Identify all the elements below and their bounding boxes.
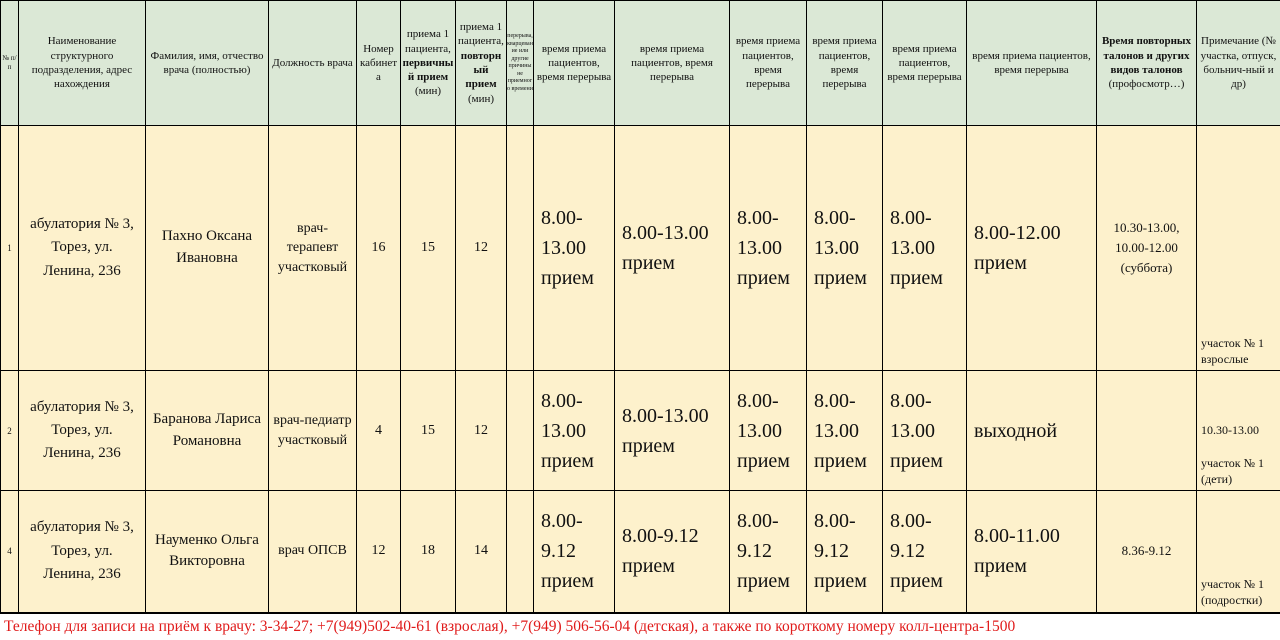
col-header-position: Должность врача xyxy=(269,1,357,126)
repeat-visit-cell: 14 xyxy=(456,491,507,613)
day-4-cell: 8.00-13.00 прием xyxy=(807,126,883,371)
col-header-day-2: время приема пациентов, время перерыва xyxy=(615,1,730,126)
repeat-visit-bold: повторный прием xyxy=(460,49,502,91)
col-header-num: № п/п xyxy=(1,1,19,126)
day-2-cell: 8.00-13.00 прием xyxy=(615,371,730,491)
day-3-cell: 8.00-9.12 прием xyxy=(730,491,807,613)
day-6-cell: 8.00-11.00 прием xyxy=(967,491,1097,613)
day-3-cell: 8.00-13.00 прием xyxy=(730,371,807,491)
day-2-cell: 8.00-9.12 прием xyxy=(615,491,730,613)
org-cell: абулатория № 3, Торез, ул. Ленина, 236 xyxy=(19,491,146,613)
row-number: 2 xyxy=(1,371,19,491)
position-cell: врач-педиатр участковый xyxy=(269,371,357,491)
cabinet-cell: 16 xyxy=(357,126,401,371)
col-header-day-4: время приема пациентов, время перерыва xyxy=(807,1,883,126)
day-1-cell: 8.00-13.00 прием xyxy=(534,371,615,491)
day-1-cell: 8.00-9.12 прием xyxy=(534,491,615,613)
day-5-cell: 8.00-13.00 прием xyxy=(883,371,967,491)
table-row xyxy=(1,126,1280,371)
col-header-day-6: время приема пациентов, время перерыва xyxy=(967,1,1097,126)
col-header-first-visit xyxy=(401,1,456,126)
note-time: 10.30-13.00 xyxy=(1201,423,1259,438)
talons-cell: 10.30-13.00, 10.00-12.00 (суббота) xyxy=(1097,126,1197,371)
note-area: участок № 1 (подростки) xyxy=(1201,577,1265,608)
col-header-day-1: время приема пациентов, время перерыва xyxy=(534,1,615,126)
repeat-visit-cell: 12 xyxy=(456,371,507,491)
col-header-note: Примечание (№ участка, отпуск, больнич-ный и др) xyxy=(1197,1,1280,126)
col-header-cabinet: Номер кабинета xyxy=(357,1,401,126)
talons-cell xyxy=(1097,371,1197,491)
col-header-talons xyxy=(1097,1,1197,126)
note-area: участок № 1 (дети) xyxy=(1201,455,1265,486)
col-header-repeat-visit xyxy=(456,1,507,126)
row-number: 1 xyxy=(1,126,19,371)
talons-suffix: (профосмотр…) xyxy=(1108,78,1185,91)
day-6-cell: выходной xyxy=(967,371,1097,491)
talons-cell: 8.36-9.12 xyxy=(1097,491,1197,613)
note-cell xyxy=(1197,491,1280,613)
note-area: участок № 1 взрослые xyxy=(1201,335,1265,366)
breaks-cell xyxy=(507,126,534,371)
first-visit-cell: 15 xyxy=(401,371,456,491)
table-row xyxy=(1,491,1280,613)
day-6-cell: 8.00-12.00 прием xyxy=(967,126,1097,371)
col-header-day-5: время приема пациентов, время перерыва xyxy=(883,1,967,126)
row-number: 4 xyxy=(1,491,19,613)
cabinet-cell: 12 xyxy=(357,491,401,613)
day-5-cell: 8.00-13.00 прием xyxy=(883,126,967,371)
org-cell: абулатория № 3, Торез, ул. Ленина, 236 xyxy=(19,126,146,371)
breaks-cell xyxy=(507,491,534,613)
first-visit-cell: 18 xyxy=(401,491,456,613)
repeat-visit-suffix: (мин) xyxy=(467,92,495,105)
first-visit-bold: первичный прием xyxy=(402,56,454,84)
phone-info: Телефон для записи на приём к врачу: 3-34-27; +7(949)502-40-61 (взрослая), +7(949) 506-56-04 (детская), а также по короткому номеру колл-центра-1500 xyxy=(0,614,1280,640)
note-cell xyxy=(1197,371,1280,491)
col-header-breaks: перерыва, кварцевание или другие причины не приемного времени xyxy=(507,1,534,126)
doctor-cell: Пахно Оксана Ивановна xyxy=(146,126,269,371)
table-row xyxy=(1,371,1280,491)
first-visit-cell: 15 xyxy=(401,126,456,371)
doctor-cell: Науменко Ольга Викторовна xyxy=(146,491,269,613)
col-header-org: Наименование структурного подразделения, адрес нахождения xyxy=(19,1,146,126)
org-cell: абулатория № 3, Торез, ул. Ленина, 236 xyxy=(19,371,146,491)
day-3-cell: 8.00-13.00 прием xyxy=(730,126,807,371)
doctor-cell: Баранова Лариса Романовна xyxy=(146,371,269,491)
repeat-visit-cell: 12 xyxy=(456,126,507,371)
day-5-cell: 8.00-9.12 прием xyxy=(883,491,967,613)
cabinet-cell: 4 xyxy=(357,371,401,491)
first-visit-suffix: (мин) xyxy=(414,85,442,98)
table-header xyxy=(1,1,1280,126)
breaks-cell xyxy=(507,371,534,491)
day-4-cell: 8.00-13.00 прием xyxy=(807,371,883,491)
col-header-doctor: Фамилия, имя, отчество врача (полностью) xyxy=(146,1,269,126)
talons-bold: Время повторных талонов и других видов талонов xyxy=(1101,35,1192,76)
position-cell: врач ОПСВ xyxy=(269,491,357,613)
day-4-cell: 8.00-9.12 прием xyxy=(807,491,883,613)
repeat-visit-prefix: приема 1 пациента, xyxy=(458,21,504,48)
position-cell: врач-терапевт участковый xyxy=(269,126,357,371)
day-1-cell: 8.00-13.00 прием xyxy=(534,126,615,371)
col-header-day-3: время приема пациентов, время перерыва xyxy=(730,1,807,126)
note-cell xyxy=(1197,126,1280,371)
first-visit-prefix: приема 1 пациента, xyxy=(405,28,451,55)
day-2-cell: 8.00-13.00 прием xyxy=(615,126,730,371)
